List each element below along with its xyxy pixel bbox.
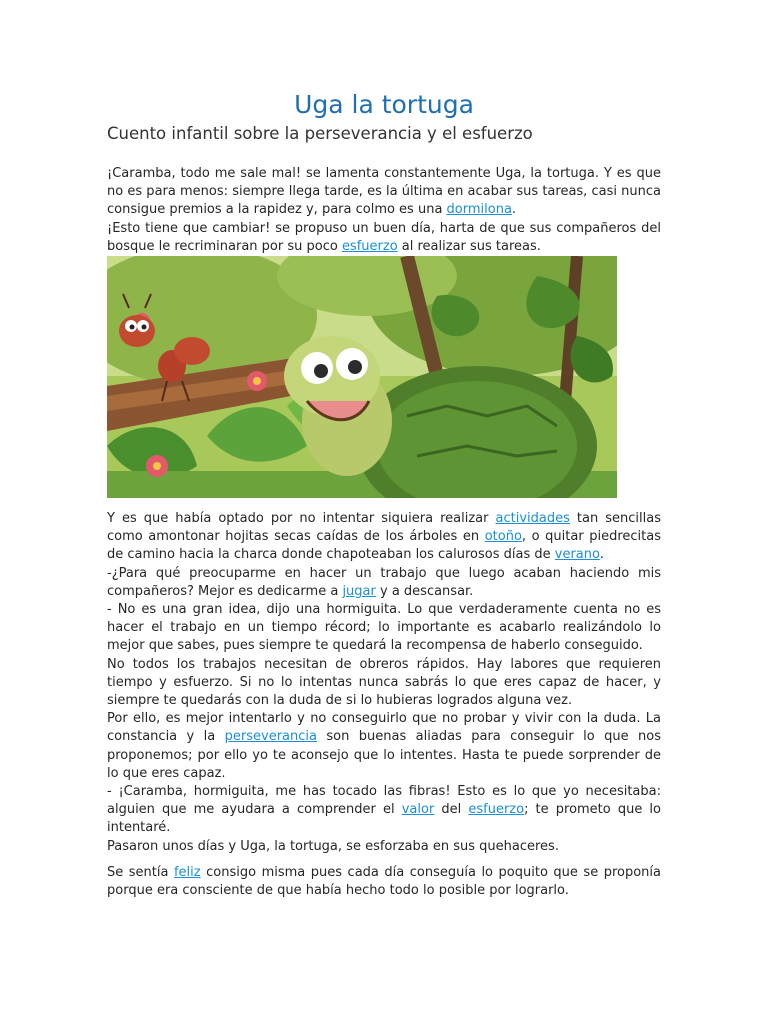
text-run: . xyxy=(511,202,517,218)
story-section xyxy=(107,510,661,856)
link-esfuerzo[interactable]: esfuerzo xyxy=(341,238,398,254)
paragraph: Pasaron unos días y Uga, la tortuga, se esforzaba en sus quehaceres. xyxy=(107,838,559,854)
text-run: son buenas aliadas para conseguir lo que nos proponemos; por ello yo te aconsejo que lo intentes. Hasta te puede sorprender de lo que eres capaz. xyxy=(107,729,661,781)
paragraph xyxy=(107,864,661,900)
text-run: ¡Esto tiene que cambiar! se propuso un buen día, harta de que sus compañeros del bosque le recriminaran por su poco xyxy=(107,220,661,254)
text-run: Se sentía xyxy=(107,865,174,880)
paragraph: - No es una gran idea, dijo una hormiguita. Lo que verdaderamente cuenta no es hacer el trabajo en un tiempo récord; lo importante es acabarlo realizándolo lo mejor que sabes, pues siempre te quedará la recompensa de haberlo conseguido. xyxy=(107,602,661,654)
text-run: -¿Para qué preocuparme en hacer un trabajo que luego acaban haciendo mis compañeros? Mejor es dedicarme a xyxy=(107,565,661,599)
link-verano[interactable]: verano xyxy=(554,547,600,563)
text-run: tan sencillas como amontonar hojitas secas caídas de los árboles en xyxy=(107,511,661,545)
text-run: al realizar sus tareas. xyxy=(397,238,541,254)
link-feliz[interactable]: feliz xyxy=(173,865,201,880)
text-run: consigo misma pues cada día conseguía lo poquito que se proponía porque era consciente de que había hecho todo lo posible por lograrlo. xyxy=(107,865,661,899)
text-run: Por ello, es mejor intentarlo y no conseguirlo que no probar y vivir con la duda. La constancia y la xyxy=(107,711,661,745)
link-valor[interactable]: valor xyxy=(401,802,435,818)
link-dormilona[interactable]: dormilona xyxy=(446,202,512,218)
paragraph xyxy=(107,165,661,220)
paragraph xyxy=(107,510,661,565)
page-title: Uga la tortuga xyxy=(294,90,474,119)
link-esfuerzo-2[interactable]: esfuerzo xyxy=(468,802,525,818)
closing-section xyxy=(107,864,661,900)
paragraph xyxy=(107,783,661,838)
link-jugar[interactable]: jugar xyxy=(342,583,376,599)
page-subtitle: Cuento infantil sobre la perseverancia y el esfuerzo xyxy=(107,124,533,143)
paragraph xyxy=(107,565,661,601)
text-run: Y es que había optado por no intentar siquiera realizar xyxy=(107,511,496,526)
text-run: , o quitar piedrecitas de camino hacia la charca donde chapoteaban los calurosos días de xyxy=(107,529,662,563)
turtle-and-ant-illustration xyxy=(107,256,617,498)
text-run: del xyxy=(434,802,469,818)
link-otono[interactable]: otoño xyxy=(484,529,522,545)
link-actividades[interactable]: actividades xyxy=(495,511,570,526)
text-run: ¡Caramba, todo me sale mal! se lamenta constantemente Uga, la tortuga. Y es que no es para menos: siempre llega tarde, es la última en acabar sus tareas, casi nunca consigue premios a la rapidez y, para colmo es una xyxy=(107,166,661,218)
link-perseverancia[interactable]: perseverancia xyxy=(224,729,317,745)
text-run: . xyxy=(599,547,604,563)
intro-section xyxy=(107,165,661,256)
paragraph xyxy=(107,220,661,256)
text-run: y a descansar. xyxy=(375,583,474,599)
text-run: - ¡Caramba, hormiguita, me has tocado las fibras! Esto es lo que yo necesitaba: alguien que me ayudara a comprender el xyxy=(107,784,661,818)
paragraph: No todos los trabajos necesitan de obreros rápidos. Hay labores que requieren tiempo y esfuerzo. Si no lo intentas nunca sabrás lo que eres capaz de hacer, y siempre te quedarás con la duda de si lo hubieras logrados alguna vez. xyxy=(107,656,661,709)
paragraph xyxy=(107,710,661,783)
text-run: ; te prometo que lo intentaré. xyxy=(107,802,661,836)
